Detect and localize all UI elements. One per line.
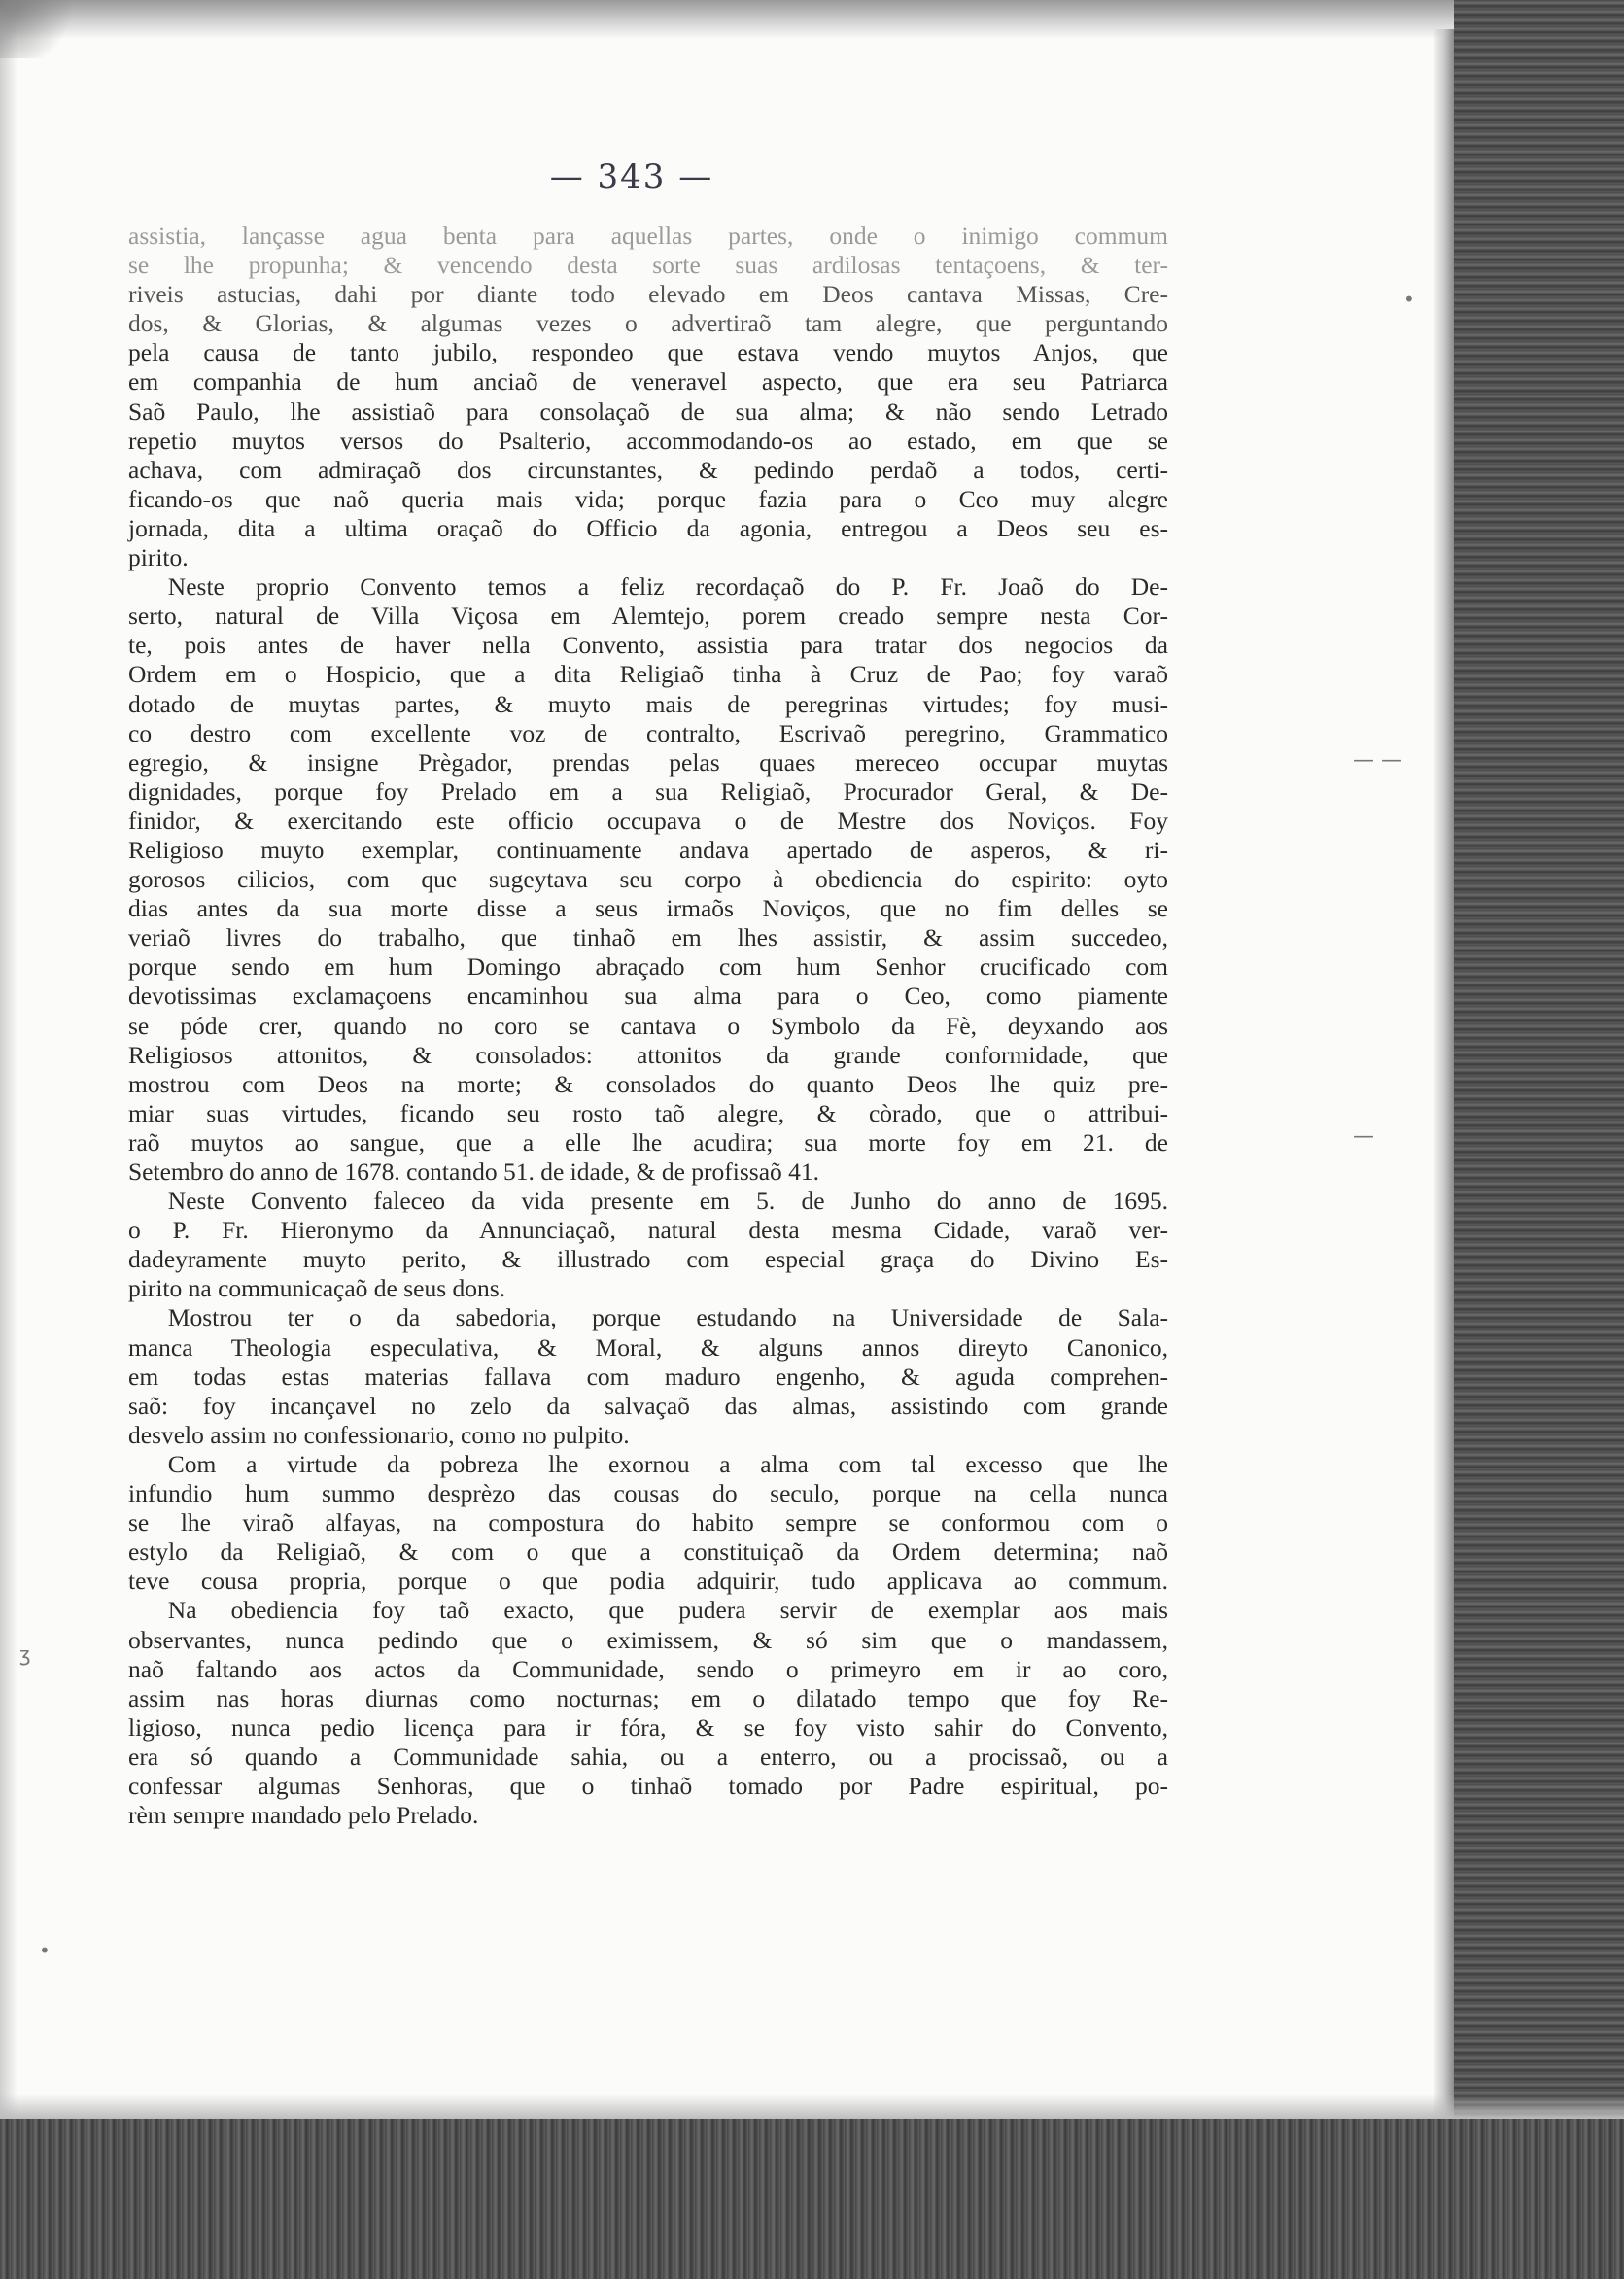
margin-mark: — — (1353, 748, 1402, 773)
text-line: estylo da Religiaõ, & com o que a constituiçaõ da Ordem determina; naõ (128, 1537, 1168, 1567)
margin-mark: — (1353, 1124, 1374, 1149)
text-line: assim nas horas diurnas como nocturnas; em o dilatado tempo que foy Re- (128, 1683, 1168, 1712)
scan-edge-bottom (0, 2119, 1624, 2279)
text-line: naõ faltando aos actos da Communidade, sendo o primeyro em ir ao coro, (128, 1654, 1168, 1683)
text-line: desvelo assim no confessionario, como no pulpito. (128, 1420, 630, 1449)
page-edge-shadow-bottom (0, 2094, 1624, 2119)
text-line: rèm sempre mandado pelo Prelado. (128, 1801, 479, 1830)
scan-edge-top (0, 0, 1624, 39)
text-line: observantes, nunca pedindo que o eximissem, & só sim que o mandassem, (128, 1625, 1168, 1654)
text-line: se lhe viraõ alfayas, na compostura do habito sempre se conformou com o (128, 1508, 1168, 1537)
text-line: dias antes da sua morte disse a seus irmaõs Noviços, que no fim delles se (128, 894, 1168, 923)
text-line: manca Theologia especulativa, & Moral, & alguns annos direyto Canonico, (128, 1332, 1168, 1362)
text-line: Saõ Paulo, lhe assistiaõ para consolaçaõ de sua alma; & não sendo Letrado (128, 397, 1168, 426)
text-line: devotissimas exclamaçoens encaminhou sua alma para o Ceo, como piamente (128, 982, 1168, 1011)
scan-edge-right (1454, 0, 1624, 2279)
body-text (128, 222, 1168, 1830)
text-line: pirito. (128, 543, 189, 572)
text-line: egregio, & insigne Prègador, prendas pelas quaes mereceo occupar muytas (128, 747, 1168, 777)
text-line: dignidades, porque foy Prelado em a sua Religiaõ, Procurador Geral, & De- (128, 777, 1168, 806)
text-line: veriaõ livres do trabalho, que tinhaõ em lhes assistir, & assim succedeo, (128, 923, 1168, 952)
text-line: jornada, dita a ultima oraçaõ do Officio da agonia, entregou a Deos seu es- (128, 513, 1168, 542)
text-line: raõ muytos ao sangue, que a elle lhe acudira; sua morte foy em 21. de (128, 1127, 1168, 1157)
text-line: mostrou com Deos na morte; & consolados do quanto Deos lhe quiz pre- (128, 1069, 1168, 1098)
text-line: dotado de muytas partes, & muyto mais de peregrinas virtudes; foy musi- (128, 689, 1168, 718)
text-line: gorosos cilicios, com que sugeytava seu corpo à obediencia do espirito: oyto (128, 865, 1168, 894)
text-line: era só quando a Communidade sahia, ou a enterro, ou a procissaõ, ou a (128, 1742, 1168, 1771)
text-line: pela causa de tanto jubilo, respondeo que estava vendo muytos Anjos, que (128, 338, 1168, 367)
text-line: Neste Convento faleceo da vida presente em 5. de Junho do anno de 1695. (167, 1187, 1168, 1216)
text-line: Neste proprio Convento temos a feliz recordaçaõ do P. Fr. Joaõ do De- (167, 572, 1168, 602)
margin-mark: • (39, 1939, 51, 1962)
text-line: Religioso muyto exemplar, continuamente andava apertado de asperos, & ri- (128, 835, 1168, 864)
text-line: porque sendo em hum Domingo abraçado com hum Senhor crucificado com (128, 952, 1168, 982)
text-line: dadeyramente muyto perito, & illustrado com especial graça do Divino Es- (128, 1245, 1168, 1274)
text-line: Setembro do anno de 1678. contando 51. de idade, & de profissaõ 41. (128, 1157, 820, 1186)
text-line: se lhe propunha; & vencendo desta sorte suas ardilosas tentaçoens, & ter- (128, 251, 1168, 280)
text-line: Mostrou ter o da sabedoria, porque estudando na Universidade de Sala- (167, 1303, 1168, 1332)
text-line: miar suas virtudes, ficando seu rosto taõ alegre, & còrado, que o attribui- (128, 1098, 1168, 1127)
text-line: em todas estas materias fallava com maduro engenho, & aguda comprehen- (128, 1362, 1168, 1391)
text-line: assistia, lançasse agua benta para aquellas partes, onde o inimigo commum (128, 222, 1168, 250)
text-line: Com a virtude da pobreza lhe exornou a alma com tal excesso que lhe (167, 1449, 1168, 1478)
text-line: repetio muytos versos do Psalterio, accommodando-os ao estado, em que se (128, 426, 1168, 455)
text-line: infundio hum summo desprèzo das cousas do seculo, porque na cella nunca (128, 1479, 1168, 1508)
text-line: teve cousa propria, porque o que podia adquirir, tudo applicava ao commum. (128, 1567, 1168, 1596)
text-line: achava, com admiraçaõ dos circunstantes, & pedindo perdaõ a todos, certi- (128, 455, 1168, 484)
text-line: em companhia de hum anciaõ de veneravel aspecto, que era seu Patriarca (128, 367, 1168, 397)
text-line: ligioso, nunca pedio licença para ir fóra, & se foy visto sahir do Convento, (128, 1712, 1168, 1742)
text-line: riveis astucias, dahi por diante todo elevado em Deos cantava Missas, Cre- (128, 280, 1168, 309)
scan-edge-left (0, 0, 17, 2279)
scan-corner-shadow (0, 0, 87, 58)
text-line: o P. Fr. Hieronymo da Annunciaçaõ, natural desta mesma Cidade, varaõ ver- (128, 1216, 1168, 1245)
text-line: saõ: foy incançavel no zelo da salvaçaõ das almas, assistindo com grande (128, 1391, 1168, 1420)
text-line: serto, natural de Villa Viçosa em Alemtejo, porem creado sempre nesta Cor- (128, 602, 1168, 631)
text-line: pirito na communicaçaõ de seus dons. (128, 1274, 506, 1303)
page-edge-shadow-right (1433, 29, 1454, 2138)
text-line: dos, & Glorias, & algumas vezes o advertiraõ tam alegre, que perguntando (128, 309, 1168, 338)
text-line: Ordem em o Hospicio, que a dita Religiaõ tinha à Cruz de Pao; foy varaõ (128, 660, 1168, 689)
margin-mark: • (1403, 288, 1415, 311)
text-line: finidor, & exercitando este officio occupava o de Mestre dos Noviços. Foy (128, 806, 1168, 835)
text-line: Na obediencia foy taõ exacto, que pudera servir de exemplar aos mais (167, 1596, 1168, 1625)
text-line: ficando-os que naõ queria mais vida; porque fazia para o Ceo muy alegre (128, 484, 1168, 513)
text-line: te, pois antes de haver nella Convento, assistia para tratar dos negocios da (128, 631, 1168, 660)
text-line: confessar algumas Senhoras, que o tinhaõ tomado por Padre espiritual, po- (128, 1771, 1168, 1800)
text-line: se póde crer, quando no coro se cantava o Symbolo da Fè, deyxando aos (128, 1011, 1168, 1040)
margin-mark: ʒ (19, 1642, 31, 1666)
text-line: Religiosos attonitos, & consolados: attonitos da grande conformidade, que (128, 1040, 1168, 1069)
text-line: co destro com excellente voz de contralto, Escrivaõ peregrino, Grammatico (128, 718, 1168, 747)
page-number: — 343 — (549, 157, 714, 196)
